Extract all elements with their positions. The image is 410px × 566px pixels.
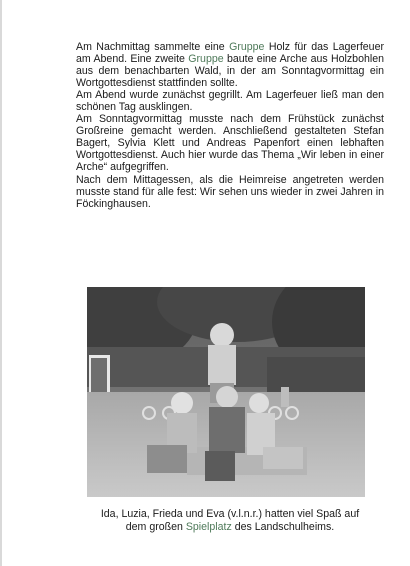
article-text-run: Am Sonntagvormittag musste nach dem Frühstück zunächst Großreine gemacht werden. Anschließend gestalteten Stefan Bagert, Sylvia Klett und Andreas Papenfort einen lebhaften Wortgottesdienst. Auch hier wurde das Thema „Wir leben in einer Arche“ aufgegriffen. xyxy=(76,113,384,174)
article-text-run: Am Abend wurde zunächst gegrillt. Am Lagerfeuer ließ man den schönen Tag ausklingen. xyxy=(76,89,384,114)
caption-line-2-start: dem großen xyxy=(125,521,186,533)
article-text-run: baute eine Arche aus Holzbohlen aus dem benachbarten Wald, in der am Sonntagvormittag ein Wortgottesdienst stattfinden sollte. xyxy=(76,53,384,90)
article-paragraph xyxy=(76,89,384,113)
caption-line-1: Ida, Luzia, Frieda und Eva (v.l.n.r.) hatten viel Spaß auf xyxy=(100,508,360,520)
caption-keyword-spielplatz: Spielplatz xyxy=(185,521,232,533)
page-scan-edge xyxy=(0,0,2,566)
article-keyword: Gruppe xyxy=(188,53,224,66)
article-text-run: Am Nachmittag sammelte eine xyxy=(76,41,230,53)
article-paragraph xyxy=(76,41,384,89)
article-text-run: Holz für das Lagerfeuer am Abend. Eine zweite xyxy=(76,41,384,66)
article-text-run: Nach dem Mittagessen, als die Heimreise angetreten werden musste stand für alle fest: Wir sehen uns wieder in zwei Jahren in Föckinghausen. xyxy=(76,173,384,210)
caption-line-2-end: des Landschulheims. xyxy=(231,521,335,533)
caption-line-2 xyxy=(76,521,384,534)
article-paragraph xyxy=(76,113,384,173)
children-photo xyxy=(87,287,365,497)
photo-caption xyxy=(76,508,384,534)
article-paragraph xyxy=(76,174,384,210)
article-text xyxy=(76,41,384,210)
article-keyword: Gruppe xyxy=(229,41,265,53)
